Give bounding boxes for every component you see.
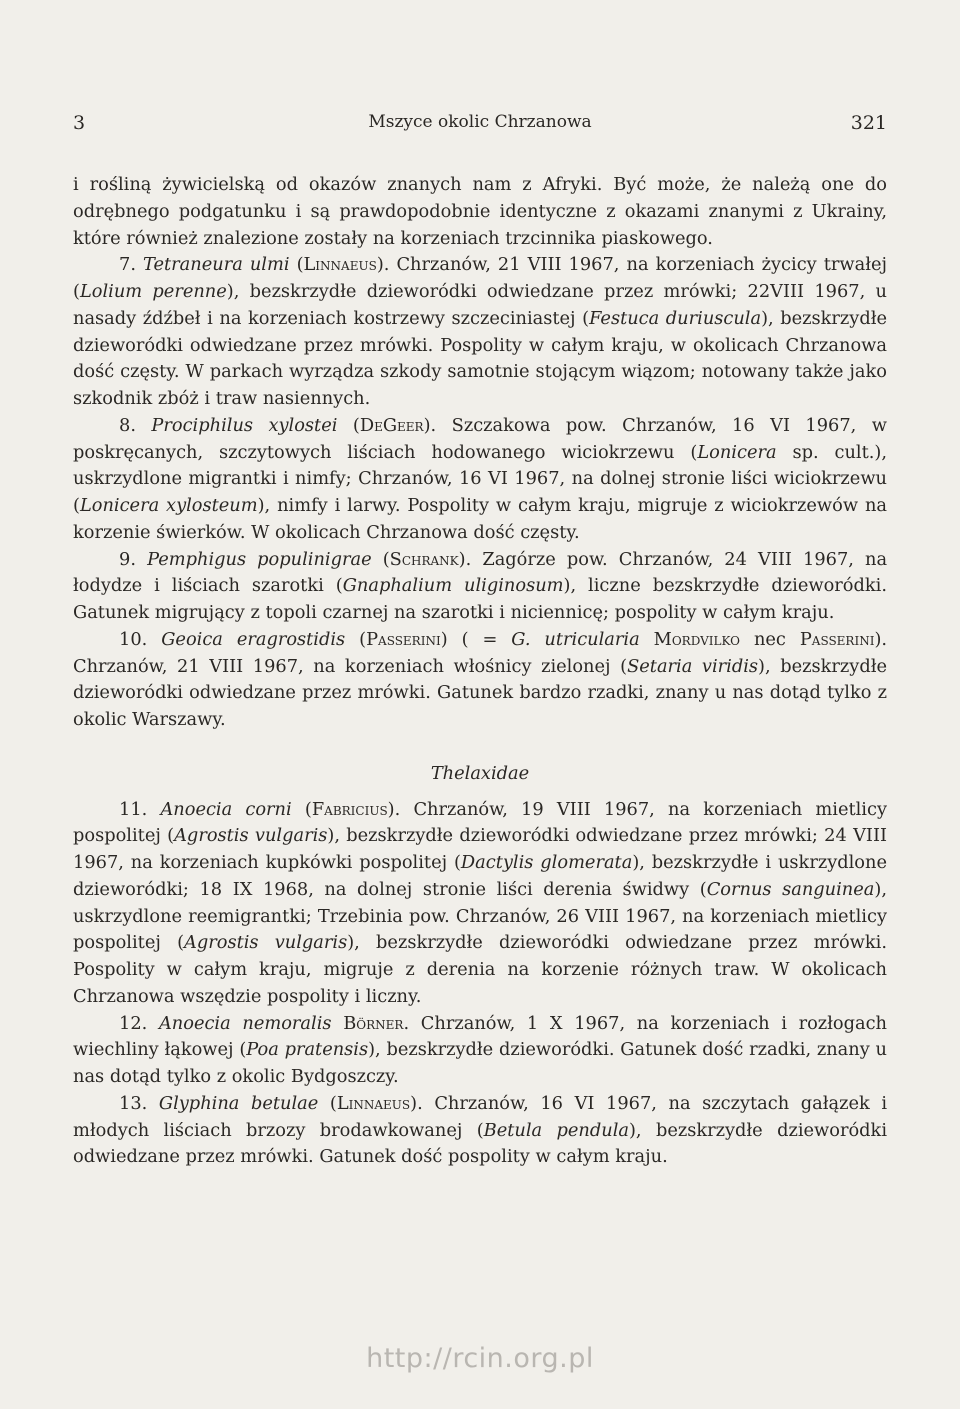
author-bracket: ). (458, 548, 472, 570)
host-plant: Lonicera (697, 441, 777, 463)
host-plant: Betula pendula (483, 1119, 629, 1141)
species-author: Linnaeus (303, 254, 377, 276)
entry-text: ), bezskrzydłe dzieworódki odwiedzane przez mrówki. Pospolity w całym kraju, w okolicach Chrzanowa dość częsty. W parkach wyrządza szkody samotnie stojącym wiązom; notowany także jako szkodnik zbóż i traw nasiennych. (73, 307, 888, 409)
host-plant: Lonicera xylosteum (79, 495, 258, 516)
entry-text: Chrzanów, 21 VIII 1967, na korzeniach życicy trwałej ( (73, 254, 888, 302)
host-plant: Dactylis glomerata (460, 852, 633, 873)
entry-number: 12. (119, 1012, 148, 1034)
author-bracket: ). (410, 1092, 423, 1114)
entry-number: 10. (119, 628, 148, 650)
species-entry-8 (73, 413, 887, 547)
host-plant: Gnaphalium uliginosum (342, 575, 564, 597)
entry-text: ), nimfy i larwy. Pospolity w całym kraju, migruje z wiciokrzewów na korzenie świerków. W okolicach Chrzanowa dość częsty. (73, 495, 887, 543)
entry-text: ). Chrzanów, 21 VIII 1967, na korzeniach włośnicy zielonej ( (73, 628, 888, 677)
host-plant: Festuca duriuscula (589, 307, 762, 329)
species-name: Anoecia nemoralis (158, 1012, 332, 1034)
species-name: Tetraneura ulmi (143, 254, 290, 276)
species-entry-9 (73, 547, 887, 627)
paragraph-text: i rośliną żywicielską od okazów znanych nam z Afryki. Być może, że należą one do odrębnego podgatunku i są prawdopodobnie identyczne z okazami znanymi z Ukrainy, które również znalezione zostały na korzeniach trzcinnika piaskowego. (73, 174, 887, 249)
paragraph-continued (73, 172, 887, 252)
family-heading: Thelaxidae (430, 762, 530, 784)
species-name: Geoica eragrostidis (161, 628, 346, 650)
species-author: Mordvilko (653, 628, 740, 650)
species-name: Glyphina betulae (158, 1092, 319, 1114)
entry-text: ), liczne bezskrzydłe dzieworódki. Gatunek migrujący z topoli czarnej na szarotki i niciennicę; pospolity w całym kraju. (73, 575, 887, 623)
entry-number: 11. (119, 798, 148, 820)
host-plant: Lolium perenne (79, 281, 227, 302)
page-number: 321 (850, 112, 887, 134)
nec-word: nec (753, 628, 786, 650)
author-bracket: ( (296, 254, 304, 276)
entry-text: Chrzanów, 19 VIII 1967, na korzeniach mietlicy pospolitej ( (73, 798, 887, 847)
species-author: Börner (343, 1012, 404, 1034)
species-author: DeGeer (359, 414, 424, 436)
synonym-name: G. utricularia (511, 628, 640, 650)
species-entry-10 (73, 627, 887, 734)
running-header (73, 112, 887, 146)
entry-text: Chrzanów, 16 VI 1967, na szczytach gałązek i młodych liściach brzozy brodawkowanej ( (73, 1092, 888, 1141)
page-left-number: 3 (73, 112, 86, 134)
author-bracket: ( (359, 628, 367, 650)
species-entry-12 (73, 1011, 887, 1091)
species-name: Prociphilus xylostei (151, 414, 338, 436)
species-name: Anoecia corni (160, 798, 292, 820)
entry-number: 8. (119, 414, 136, 436)
running-title: Mszyce okolic Chrzanowa (368, 112, 592, 132)
species-author: Passerini (366, 628, 441, 650)
entry-text: ), bezskrzydłe dzieworódki odwiedzane przez mrówki; 22VIII 1967, u nasady źdźbeł i na korzeniach kostrzewy szczeciniastej ( (73, 281, 887, 329)
author-bracket: ( (304, 798, 312, 820)
entry-number: 9. (119, 548, 136, 570)
entry-number: 13. (119, 1092, 148, 1114)
host-plant: Agrostis vulgaris (174, 825, 328, 847)
watermark-url: http://rcin.org.pl (366, 1343, 594, 1374)
entry-text: ), bezskrzydłe dzieworódki. Gatunek dość rzadki, znany u nas dotąd tylko z okolic Bydgoszczy. (73, 1039, 887, 1087)
entry-text: . Chrzanów, 1 X 1967, na korzeniach i rozłogach wiechliny łąkowej ( (73, 1012, 888, 1061)
author-bracket: ). (423, 414, 437, 436)
entry-text: sp. cult.), uskrzydlone migrantki i nimfy; Chrzanów, 16 VI 1967, na dolnej stronie liści wiciokrzewu ( (73, 441, 888, 516)
species-author: Fabricius (311, 798, 388, 820)
host-plant: Setaria viridis (627, 655, 759, 677)
entry-text: ), bezskrzydłe i uskrzydlone dzieworódki; 18 IX 1968, na dolnej stronie liści derenia świdwy ( (73, 852, 887, 900)
author-bracket: ( (382, 548, 390, 570)
synonym-marker: ( = (461, 628, 498, 650)
host-plant: Agrostis vulgaris (184, 932, 348, 954)
entry-text: ), bezskrzydłe dzieworódki odwiedzane przez mrówki. Gatunek bardzo rzadki, znany u nas dotąd tylko z okolic Warszawy. (73, 655, 887, 730)
entry-text: ), uskrzydlone reemigrantki; Trzebinia pow. Chrzanów, 26 VIII 1967, na korzeniach mietlicy pospolitej ( (73, 878, 887, 954)
species-name: Pemphigus populinigrae (147, 548, 372, 570)
article-body (73, 172, 887, 1171)
species-entry-11 (73, 797, 887, 1011)
entry-number: 7. (119, 254, 136, 276)
author-bracket: ( (329, 1092, 337, 1114)
species-entry-7 (73, 252, 887, 413)
host-plant: Poa pratensis (246, 1039, 369, 1061)
species-author: Linnaeus (336, 1092, 411, 1114)
entry-text: Szczakowa pow. Chrzanów, 16 VI 1967, w poskręcanych, szczytowych liściach hodowanego wiciokrzewu ( (73, 414, 888, 463)
species-author: Schrank (389, 548, 459, 570)
host-plant: Cornus sanguinea (706, 878, 875, 900)
entry-text: Zagórze pow. Chrzanów, 24 VIII 1967, na łodydze i liściach szarotki ( (73, 548, 888, 597)
author-bracket: ). (376, 254, 390, 276)
entry-text: ), bezskrzydłe dzieworódki odwiedzane przez mrówki. Pospolity w całym kraju, migruje z derenia na korzenie różnych traw. W okolicach Chrzanowa wszędzie pospolity i liczny. (73, 932, 887, 1007)
author-bracket: ( (352, 414, 360, 436)
species-author: Passerini (799, 628, 875, 650)
entry-text: ), bezskrzydłe dzieworódki odwiedzane przez mrówki; 24 VIII 1967, na korzeniach kupkówki pospolitej ( (73, 825, 887, 873)
author-bracket: ). (387, 798, 401, 820)
species-entry-13 (73, 1091, 887, 1171)
entry-text: ), bezskrzydłe dzieworódki odwiedzane przez mrówki. Gatunek dość pospolity w całym kraju. (73, 1119, 888, 1168)
author-bracket: ) (440, 628, 448, 650)
